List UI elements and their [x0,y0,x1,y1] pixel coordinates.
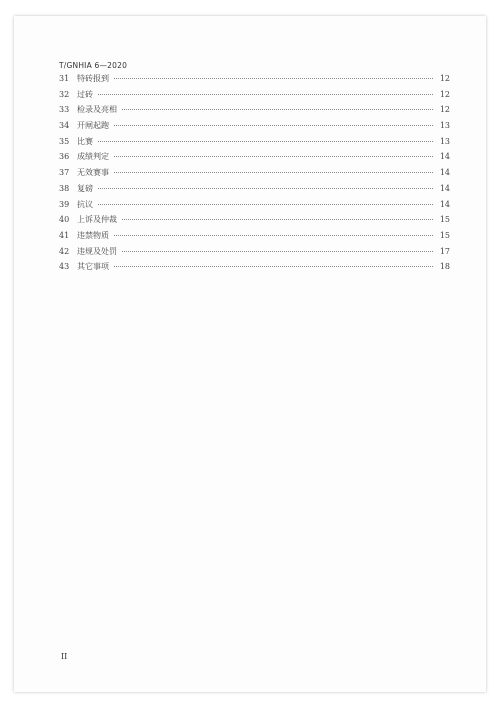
toc-entry[interactable] [59,73,450,89]
toc-entry-number: 31 [59,74,70,83]
toc-entry-page: 12 [439,89,450,99]
toc-entry-page: 14 [439,183,450,193]
toc-entry[interactable] [59,246,450,262]
toc-entry-title: 比赛 [77,136,93,146]
toc-entry-number: 39 [59,199,70,209]
toc-entry-page: 18 [439,262,450,272]
toc-entry-title: 抗议 [77,199,93,209]
toc-entry[interactable] [59,199,450,215]
toc-entry[interactable] [59,183,450,199]
toc-entry-title: 成绩判定 [77,152,109,162]
toc-entry-number: 38 [59,183,70,193]
toc-entry-page: 15 [439,230,450,240]
toc-entry-number: 42 [59,246,70,256]
toc-leader-dots [122,109,433,110]
toc-leader-dots [114,266,433,267]
toc-entry-number: 35 [59,136,70,146]
toc-leader-dots [122,251,433,252]
toc-leader-dots [98,141,433,142]
toc-entry-title: 其它事项 [77,262,109,272]
toc-entry-title: 上诉及仲裁 [77,215,117,225]
toc-entry-page: 14 [439,168,450,178]
toc-entry-page: 13 [439,121,450,131]
toc-entry-title: 开闸起跑 [77,121,109,131]
document-code: T/GNHIA 6—2020 [59,61,128,70]
toc-leader-dots [122,219,433,220]
toc-entry[interactable] [59,151,450,167]
toc-entry-title: 违规及处罚 [77,246,117,256]
toc-entry[interactable] [59,214,450,230]
toc-entry[interactable] [59,120,450,136]
toc-leader-dots [114,78,433,79]
toc-entry[interactable] [59,230,450,246]
toc-entry-title: 过砖 [77,89,93,99]
toc-entry-title: 无效赛事 [77,168,109,178]
toc-entry-page: 17 [439,246,450,256]
toc-entry-page: 12 [439,74,450,83]
toc-entry[interactable] [59,136,450,152]
toc-entry-title: 复磅 [77,183,93,193]
toc-entry-title: 检录及亮相 [77,105,117,115]
toc-entry[interactable] [59,104,450,120]
toc-entry-number: 32 [59,89,70,99]
toc-entry-title: 特砖报到 [77,74,109,83]
document-page [14,16,486,692]
toc-entry-number: 41 [59,230,70,240]
toc-entry[interactable] [59,261,450,277]
page-number: II [61,652,68,661]
toc-leader-dots [114,172,433,173]
toc-entry-number: 34 [59,121,70,131]
toc-entry-number: 43 [59,262,70,272]
toc-leader-dots [98,94,433,95]
toc-entry-number: 33 [59,105,70,115]
toc-leader-dots [114,125,433,126]
toc-leader-dots [114,235,433,236]
toc-entry-page: 15 [439,215,450,225]
toc-entry-title: 违禁物质 [77,230,109,240]
toc-entry-page: 12 [439,105,450,115]
toc-entry[interactable] [59,167,450,183]
table-of-contents [59,73,450,277]
toc-leader-dots [114,156,433,157]
toc-leader-dots [98,204,433,205]
toc-entry-number: 40 [59,215,70,225]
toc-entry-number: 36 [59,152,70,162]
toc-entry-number: 37 [59,168,70,178]
toc-entry[interactable] [59,89,450,105]
toc-leader-dots [98,188,433,189]
toc-entry-page: 14 [439,199,450,209]
toc-entry-page: 13 [439,136,450,146]
toc-entry-page: 14 [439,152,450,162]
